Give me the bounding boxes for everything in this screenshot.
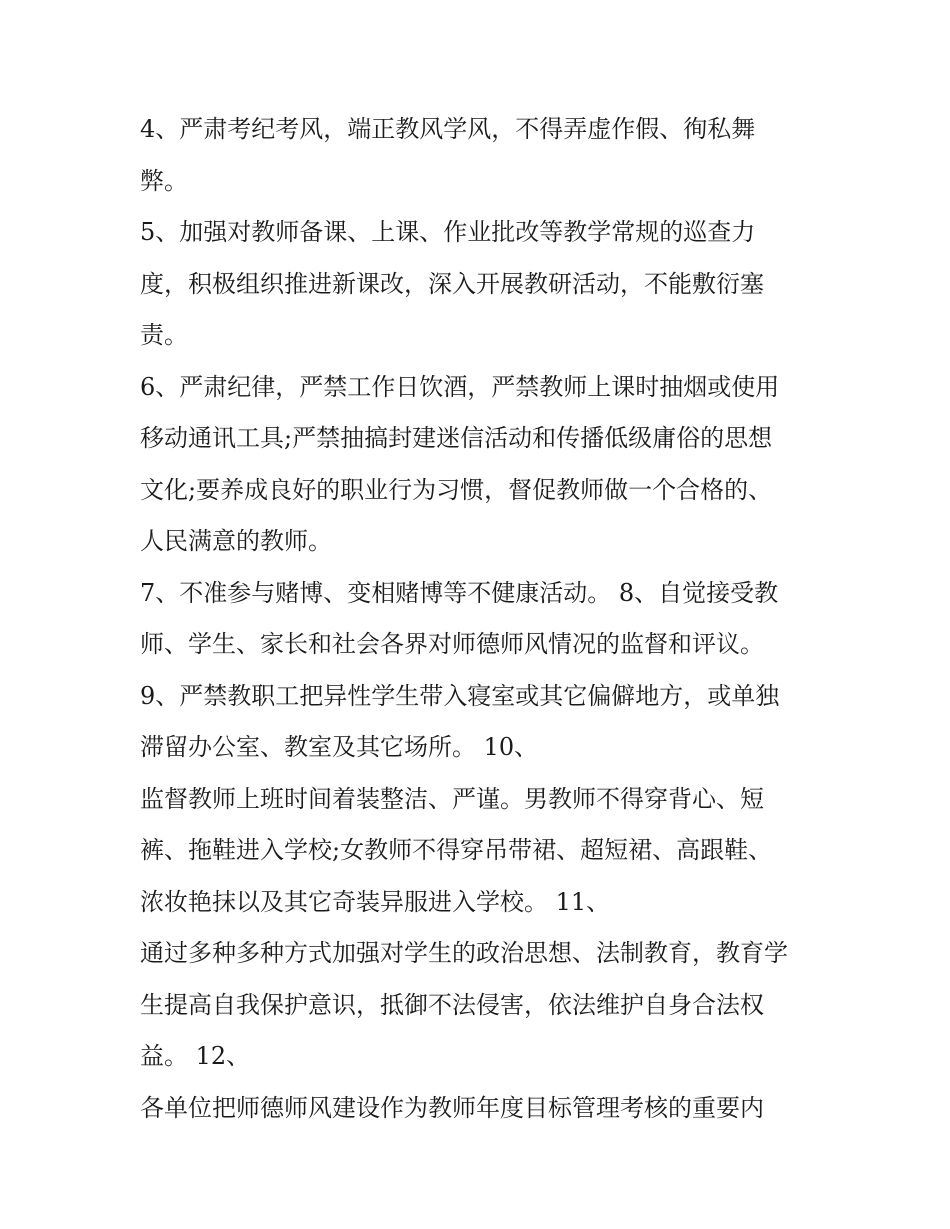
text-line: 浓妆艳抹以及其它奇装异服进入学校。 11、 xyxy=(140,887,611,916)
text-line: 9、严禁教职工把异性学生带入寝室或其它偏僻地方，或单独 xyxy=(140,681,780,710)
text-line: 责。 xyxy=(140,321,188,349)
document-body xyxy=(140,104,840,1134)
text-line: 通过多种多种方式加强对学生的政治思想、法制教育，教育学 xyxy=(140,939,788,967)
text-line: 弊。 xyxy=(140,166,188,195)
text-line: 裤、拖鞋进入学校;女教师不得穿吊带裙、超短裙、高跟鞋、 xyxy=(140,836,773,864)
text-line: 6、严肃纪律，严禁工作日饮酒，严禁教师上课时抽烟或使用 xyxy=(140,372,780,401)
text-line: 生提高自我保护意识，抵御不法侵害，依法维护自身合法权 xyxy=(140,990,764,1019)
text-line: 滞留办公室、教室及其它场所。 10、 xyxy=(140,733,539,761)
text-line: 4、严肃考纪考风，端正教风学风，不得弄虚作假、徇私舞 xyxy=(140,115,756,143)
text-line: 益。 12、 xyxy=(140,1042,251,1070)
text-line: 人民满意的教师。 xyxy=(140,527,332,555)
text-line: 移动通讯工具;严禁抽搞封建迷信活动和传播低级庸俗的思想 xyxy=(140,424,773,452)
text-line: 7、不准参与赌博、变相赌博等不健康活动。 8、自觉接受教 xyxy=(140,578,779,607)
text-line: 监督教师上班时间着装整洁、严谨。男教师不得穿背心、短 xyxy=(140,784,764,813)
text-line: 师、学生、家长和社会各界对师德师风情况的监督和评议。 xyxy=(140,630,764,658)
text-line: 各单位把师德师风建设作为教师年度目标管理考核的重要内 xyxy=(140,1093,764,1122)
text-line: 度，积极组织推进新课改，深入开展教研活动，不能敷衍塞 xyxy=(140,269,764,298)
text-line: 文化;要养成良好的职业行为习惯，督促教师做一个合格的、 xyxy=(140,475,773,504)
text-line: 5、加强对教师备课、上课、作业批改等教学常规的巡查力 xyxy=(140,218,756,246)
